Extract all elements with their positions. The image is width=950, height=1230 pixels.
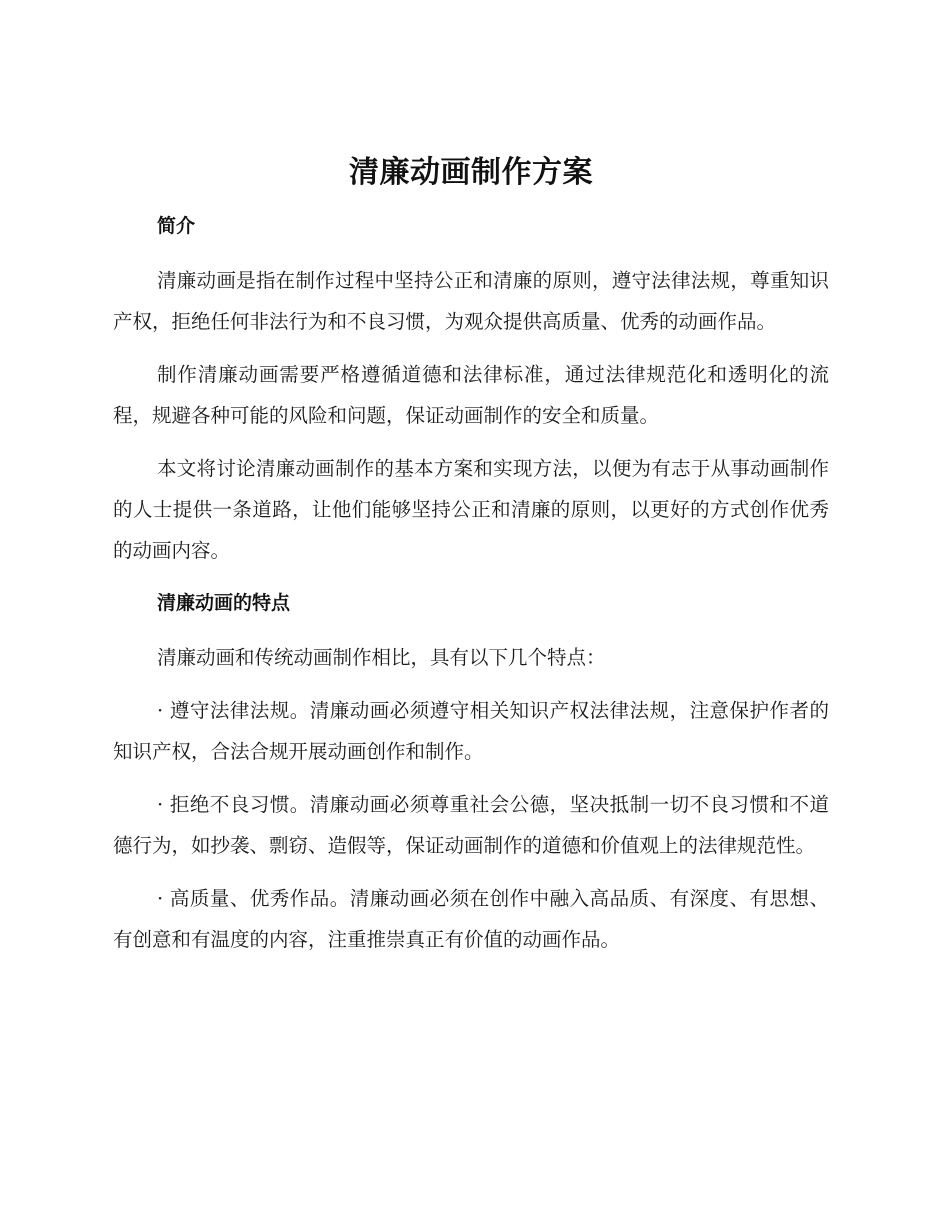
section-heading-features: 清廉动画的特点 <box>157 592 291 614</box>
feature-bullet-item: · 拒绝不良习惯。清廉动画必须尊重社会公德，坚决抵制一切不良习惯和不道德行为，如抄袭、剽窃、造假等，保证动画制作的道德和价值观上的法律规范性。 <box>113 793 829 857</box>
document-title: 清廉动画制作方案 <box>349 155 593 190</box>
section-heading-intro: 简介 <box>157 215 196 237</box>
intro-paragraph: 清廉动画是指在制作过程中坚持公正和清廉的原则，遵守法律法规，尊重知识产权，拒绝任何非法行为和不良习惯，为观众提供高质量、优秀的动画作品。 <box>113 269 829 333</box>
intro-paragraph: 制作清廉动画需要严格遵循道德和法律标准，通过法律规范化和透明化的流程，规避各种可能的风险和问题，保证动画制作的安全和质量。 <box>113 363 829 427</box>
intro-paragraph: 本文将讨论清廉动画制作的基本方案和实现方法，以便为有志于从事动画制作的人士提供一条道路，让他们能够坚持公正和清廉的原则，以更好的方式创作优秀的动画内容。 <box>113 457 829 562</box>
feature-bullet-item: · 遵守法律法规。清廉动画必须遵守相关知识产权法律法规，注意保护作者的知识产权，合法合规开展动画创作和制作。 <box>113 699 829 763</box>
feature-bullet-item: · 高质量、优秀作品。清廉动画必须在创作中融入高品质、有深度、有思想、有创意和有温度的内容，注重推崇真正有价值的动画作品。 <box>113 887 829 951</box>
document-body <box>113 150 829 972</box>
features-intro-paragraph: 清廉动画和传统动画制作相比，具有以下几个特点： <box>157 646 606 669</box>
